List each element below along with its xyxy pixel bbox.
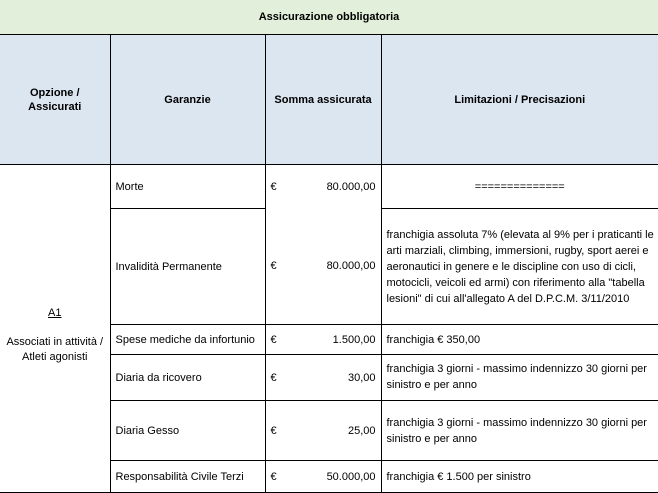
guarantee-cell: Diaria da ricovero <box>110 355 265 401</box>
limitation-cell: franchigia assoluta 7% (elevata al 9% per i praticanti le arti marziali, climbing, immersioni, rugby, sport aerei e aeronautici in genere e le discipline con uso di cicli, motocicli, veicoli ed armi) con riferimento alla "tabella lesioni" di cui all'allegato A del D.P.C.M. 3/11/2010 <box>381 209 658 325</box>
guarantee-cell: Morte <box>110 165 265 209</box>
title-row <box>0 0 658 35</box>
option-description: Associati in attività / Atleti agonisti <box>6 336 104 363</box>
amount-cell <box>265 355 381 401</box>
currency-symbol: € <box>270 371 277 384</box>
option-cell <box>0 165 110 493</box>
currency-symbol: € <box>270 180 277 193</box>
amount-cell <box>265 461 381 493</box>
currency-symbol: € <box>270 333 277 346</box>
guarantee-cell: Diaria Gesso <box>110 401 265 461</box>
header-guarantees: Garanzie <box>110 35 265 165</box>
amount-value: 50.000,00 <box>326 470 376 483</box>
table-title: Assicurazione obbligatoria <box>0 0 658 35</box>
currency-symbol: € <box>270 260 277 273</box>
amount-value: 30,00 <box>347 371 376 384</box>
amount-cell <box>265 165 381 209</box>
guarantee-cell: Responsabilità Civile Terzi <box>110 461 265 493</box>
header-option-label: Opzione / Assicurati <box>28 86 82 113</box>
limitation-cell: franchigia € 1.500 per sinistro <box>381 461 658 493</box>
amount-cell <box>265 325 381 355</box>
amount-cell <box>265 401 381 461</box>
header-limitations: Limitazioni / Precisazioni <box>381 35 658 165</box>
limitation-cell: franchigia 3 giorni - massimo indennizzo 30 giorni per sinistro e per anno <box>381 401 658 461</box>
amount-value: 80.000,00 <box>326 260 376 273</box>
option-code: A1 <box>48 307 62 319</box>
amount-value: 1.500,00 <box>332 333 376 346</box>
guarantee-cell: Invalidità Permanente <box>110 209 265 325</box>
header-insured-sum: Somma assicurata <box>265 35 381 165</box>
table-row <box>0 165 658 209</box>
amount-value: 25,00 <box>347 424 376 437</box>
header-option <box>0 35 110 165</box>
limitation-cell: franchigia 3 giorni - massimo indennizzo 30 giorni per sinistro e per anno <box>381 355 658 401</box>
limitation-cell: franchigia € 350,00 <box>381 325 658 355</box>
guarantee-cell: Spese mediche da infortunio <box>110 325 265 355</box>
limitation-cell: ============== <box>381 165 658 209</box>
currency-symbol: € <box>270 470 277 483</box>
amount-cell <box>265 209 381 325</box>
currency-symbol: € <box>270 424 277 437</box>
amount-value: 80.000,00 <box>326 180 376 193</box>
header-row <box>0 35 658 165</box>
